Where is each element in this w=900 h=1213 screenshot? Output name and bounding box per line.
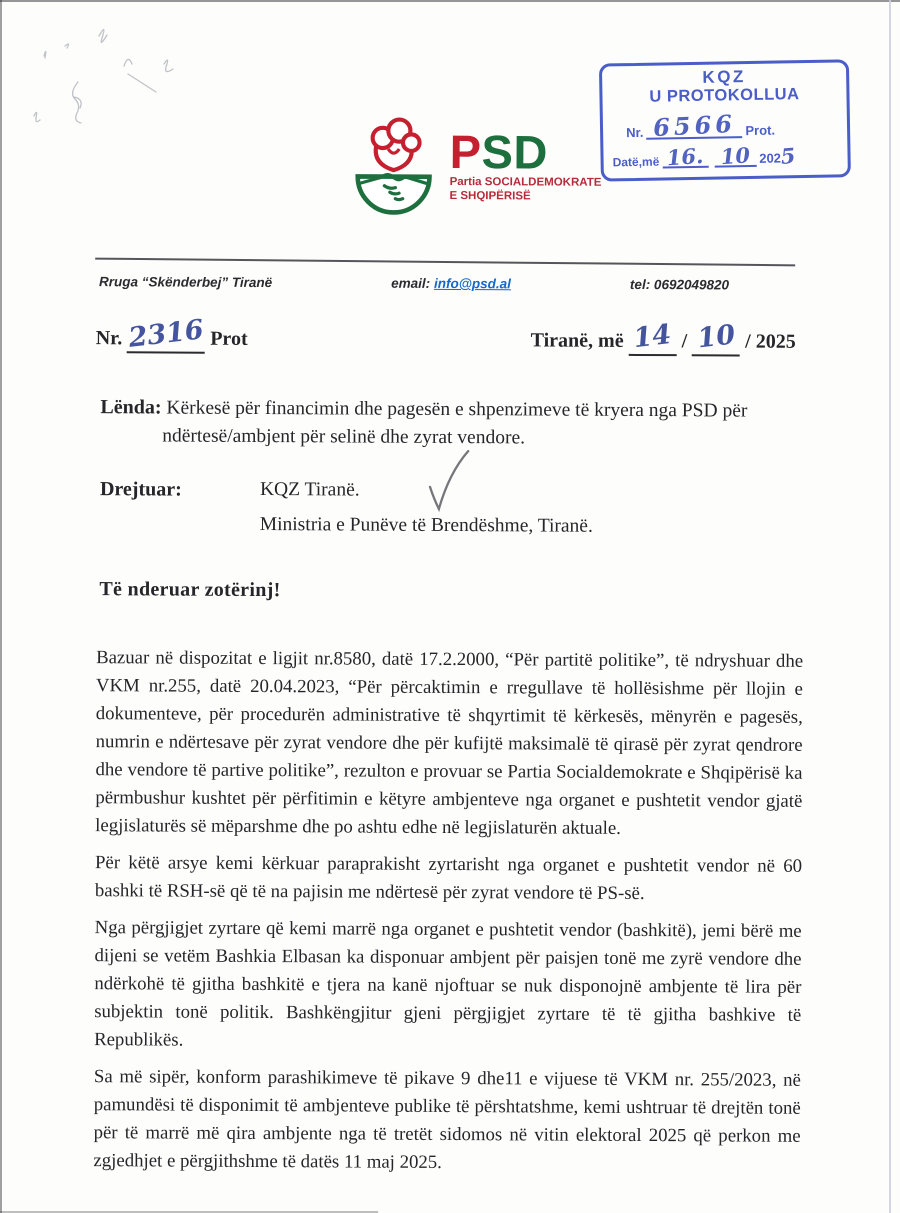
body-paragraph-1: Bazuar në dispozitat e ligjit nr.8580, datë 17.2.2000, “Për partitë politike”, të ndryshuar dhe VKM nr.255, datë 20.04.2023, “Për përcaktimin e rregullave të hollësishme për llojin e dokumenteve, për procedurën administrative të shqyrtimit të kërkesës, mënyrën e pagesës, numrin e ndërtesave për zyrat vendore dhe për kufijtë maksimalë të qirasë për zyrat qendrore dhe vendore të partive politike”, rezulton e provuar se Partia Socialdemokrate e Shqipërisë ka përmbushur kushtet për përfitimin e këtyre ambjenteve nga organet e pushtetit vendor gjatë legjislaturës së mëparshme dhe po ashtu edhe në legjislaturën aktuale. (95, 647, 804, 839)
stamp-nr-field (646, 107, 743, 143)
logo-wordmark (449, 124, 602, 204)
checkmark-mark (425, 447, 471, 519)
logo-subtitle-line2: E SHQIPËRISË (449, 190, 531, 203)
stamp-date-day-field (662, 141, 708, 169)
protocol-nr-handwritten: 2316 (126, 314, 206, 354)
stamp-year-handwritten: 5 (780, 142, 797, 169)
stamp-org: KQZ (702, 67, 747, 87)
stamp-month-handwritten: 10 (719, 142, 751, 170)
rose-handshake-icon (347, 115, 440, 223)
protocol-nr-label: Nr. (95, 327, 123, 350)
logo-acronym: PSD (449, 124, 549, 179)
stamp-date-month-field (714, 140, 756, 168)
address-text: Rruga “Skënderbej” Tiranë (99, 274, 273, 291)
date-sep1: / (681, 330, 688, 353)
stamp-nr-handwritten: 6566 (652, 108, 737, 143)
protocol-prot-label: Prot (210, 327, 248, 350)
letter-body (93, 644, 803, 1188)
psd-logo (347, 115, 601, 224)
date-day-handwritten: 14 (631, 318, 673, 355)
date-month-handwritten: 10 (695, 319, 737, 355)
letter-date (530, 318, 796, 356)
protocol-number (95, 314, 248, 354)
protocol-row (95, 314, 796, 357)
stamp-prot-label: Prot. (745, 122, 776, 139)
recipient-block (100, 478, 593, 551)
subject-text: Kërkesë për financimin dhe pagesën e shpenzimeve të kryera nga PSD për ndërtesë/ambjent për selinë dhe zyrat vendore. (162, 397, 748, 449)
protocol-stamp (599, 59, 851, 181)
salutation-text: Të nderuar zotërinj! (99, 578, 281, 602)
recipient-line-ministry: Ministria e Punëve të Brendëshme, Tiranë. (259, 514, 593, 537)
subject-label: Lënda: (100, 396, 162, 419)
contact-row (99, 274, 729, 292)
recipient-label: Drejtuar: (99, 478, 182, 501)
body-paragraph-2: Për këtë arsye kemi kërkuar paraprakisht zyrtarisht nga organet e pushtetit vendor në 60 bashki të RSH-së që të na pajisin me ndërtesë për zyrat vendore të PS-së. (94, 852, 803, 905)
date-city-label: Tiranë, më (530, 329, 624, 352)
protocol-nr-field (126, 314, 206, 354)
logo-subtitle-line1: Partia SOCIALDEMOKRATE (449, 175, 602, 189)
date-day-field (629, 318, 677, 356)
email-label: email: (391, 275, 431, 291)
stamp-year-printed: 202 (759, 150, 782, 166)
email-link[interactable]: info@psd.al (433, 275, 511, 292)
header-divider (95, 258, 795, 267)
stamp-nr-label: Nr. (625, 124, 644, 141)
stamp-date-label: Datë,më (612, 154, 660, 170)
date-year: / 2025 (745, 330, 796, 353)
stamp-day-handwritten: 16. (666, 142, 705, 171)
date-month-field (692, 319, 740, 356)
subject-line (100, 393, 868, 455)
phone-text: tel: 0692049820 (629, 276, 730, 293)
stamp-title: U PROTOKOLLUA (649, 85, 800, 106)
body-paragraph-4: Sa më sipër, konform parashikimeve të pikave 9 dhe11 e vijuese të VKM nr. 255/2023, në pamundësi të disponimit të ambjenteve publike të përshtatshme, kemi ushtruar të drejtën tonë për të marrë më qira ambjente nga të tretët sidomos në vitin elektoral 2025 që perkon me zgjedhjet e përgjithshme të datës 11 maj 2025. (93, 1066, 801, 1173)
email-group (391, 276, 511, 292)
body-paragraph-3: Nga përgjigjet zyrtare që kemi marrë nga organet e pushtetit vendor (bashkitë), jemi bërë me dijeni se vetëm Bashkia Elbasan ka disponuar ambjent për paisjen tonë me zyrë vendore dhe ndërkohë të gjitha bashkitë e tjera na kanë njoftuar se nuk disponojnë ambjente të lira për subjektin tonë politik. Bashkëngjitur gjeni përgjigjet zyrtare të të gjitha bashkive të Republikës. (94, 917, 802, 1051)
recipient-line-kqz: KQZ Tiranë. (259, 479, 360, 501)
